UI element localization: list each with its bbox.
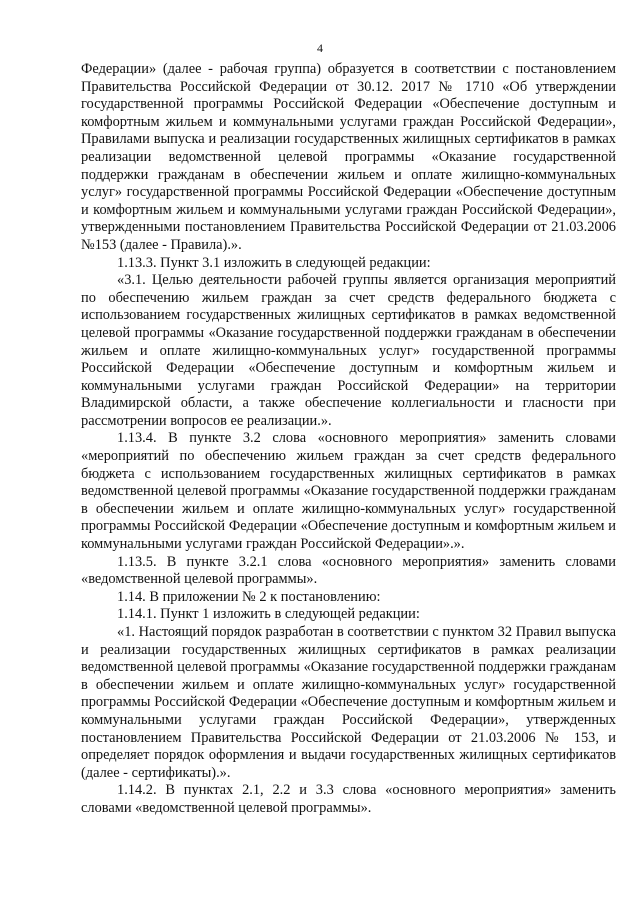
paragraph-3-1-text: «3.1. Целью деятельности рабочей группы является организация мероприятий по обеспечению жильем граждан за счет средств федерального бюджета с использованием государственных жилищных сертификатов в рамках ведомственной целевой программы «Оказание государственной поддержки гражданам в обеспечении жильем и оплате жилищно-коммунальных услуг» государственной программы Российской Федерации «Обеспечение доступным и комфортным жильем и коммунальными услугами граждан Российской Федерации» на территории Владимирской области, а также обеспечение коллегиальности и гласности при рассмотрении вопросов ее реализации.». (81, 272, 616, 429)
paragraph-1-14-2: 1.14.2. В пунктах 2.1, 2.2 и 3.3 слова «основного мероприятия» заменить словами «ведомственной целевой программы». (81, 782, 616, 816)
page-number: 4 (317, 41, 323, 55)
document-body (81, 61, 616, 818)
paragraph-1-text: «1. Настоящий порядок разработан в соответствии с пунктом 32 Правил выпуска и реализации государственных жилищных сертификатов в рамках реализации ведомственной целевой программы «Оказание государственной поддержки гражданам в обеспечении жильем и оплате жилищно-коммунальных услуг» государственной программы Российской Федерации «Обеспечение доступным и комфортным жильем и коммунальными услугами граждан Российской Федерации», утвержденных постановлением Правительства Российской Федерации от 21.03.2006 № 153, и определяет порядок оформления и выдачи государственных жилищных сертификатов (далее - сертификаты).». (81, 624, 616, 781)
paragraph-1-14-1: 1.14.1. Пункт 1 изложить в следующей редакции: (117, 606, 420, 623)
paragraph-continuation: Федерации» (далее - рабочая группа) образуется в соответствии с постановлением Правительства Российской Федерации от 30.12. 2017 № 1710 «Об утверждении государственной программы Российской Федерации «Обеспечение доступным и комфортным жильем и коммунальными услугами граждан Российской Федерации», Правилами выпуска и реализации государственных жилищных сертификатов в рамках реализации ведомственной целевой программы «Оказание государственной поддержки гражданам в обеспечении жильем и оплате жилищно-коммунальных услуг» государственной программы Российской Федерации «Обеспечение доступным и комфортным жильем и коммунальными услугами граждан Российской Федерации», утвержденными постановлением Правительства Российской Федерации от 21.03.2006 №153 (далее - Правила).». (81, 61, 616, 253)
paragraph-1-13-5: 1.13.5. В пункте 3.2.1 слова «основного мероприятия» заменить словами «ведомственной целевой программы». (81, 553, 616, 588)
paragraph-1-14: 1.14. В приложении № 2 к постановлению: (117, 588, 381, 605)
paragraph-1-13-4: 1.13.4. В пункте 3.2 слова «основного мероприятия» заменить словами «мероприятий по обеспечению жильем граждан за счет средств федерального бюджета с использованием государственных жилищных сертификатов в рамках ведомственной целевой программы «Оказание государственной поддержки гражданам в обеспечении жильем и оплате жилищно-коммунальных услуг» государственной программы Российской Федерации «Обеспечение доступным и комфортным жильем и коммунальными услугами граждан Российской Федерации».». (81, 430, 616, 553)
paragraph-1-13-3: 1.13.3. Пункт 3.1 изложить в следующей редакции: (117, 254, 431, 271)
